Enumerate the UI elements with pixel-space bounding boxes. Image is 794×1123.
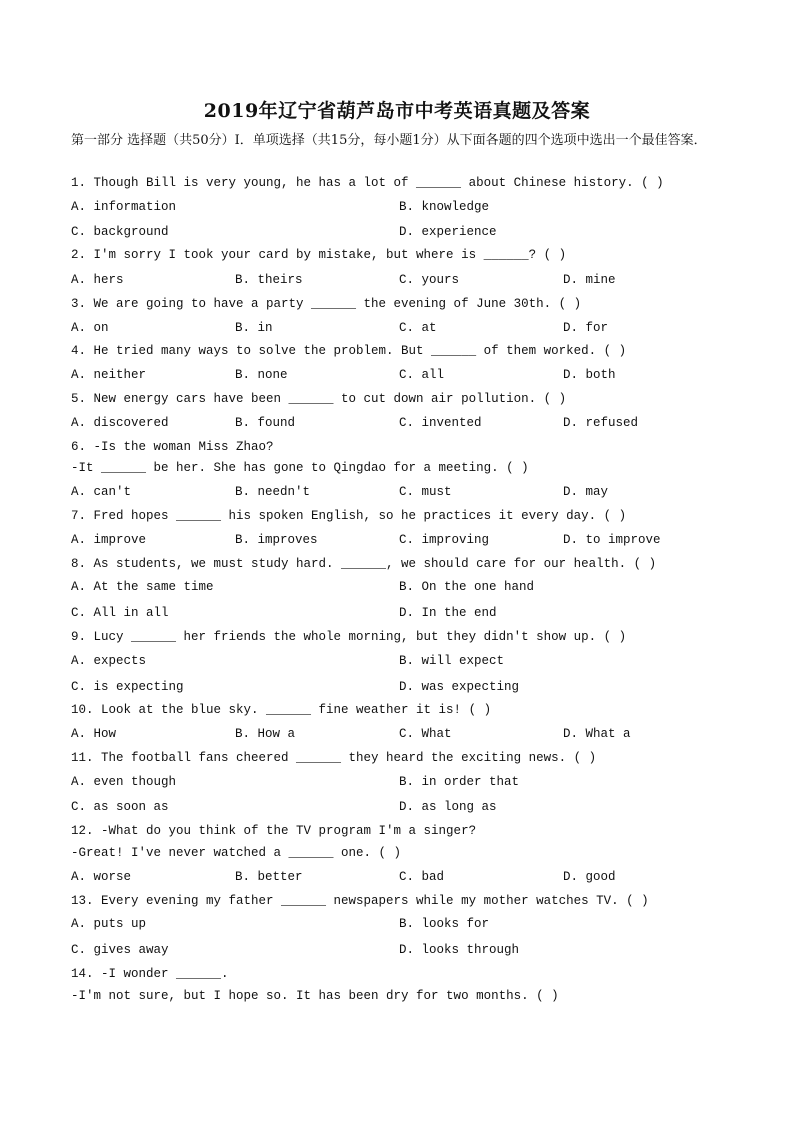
- option-b: B. in: [235, 321, 273, 335]
- question-stem-reply: -I'm not sure, but I hope so. It has been dry for two months. ( ): [71, 989, 559, 1003]
- question-stem-reply: -It ______ be her. She has gone to Qingdao for a meeting. ( ): [71, 461, 529, 475]
- option-a: A. hers: [71, 273, 124, 287]
- option-c: C. is expecting: [71, 680, 184, 694]
- option-row: [71, 484, 731, 500]
- option-c: C. all: [399, 368, 445, 382]
- option-d: D. What a: [563, 727, 631, 741]
- option-c: C. bad: [399, 870, 445, 884]
- question-stem: 12. -What do you think of the TV program I'm a singer?: [71, 824, 477, 838]
- option-row: [71, 272, 731, 288]
- option-d: D. may: [563, 485, 609, 499]
- option-row: [71, 653, 731, 669]
- option-d: D. good: [563, 870, 616, 884]
- section-intro: 第一部分 选择题（共50分）Ⅰ．单项选择（共15分，每小题1分）从下面各题的四个选项中选出一个最佳答案．: [71, 133, 707, 148]
- option-b: B. improves: [235, 533, 318, 547]
- option-a: A. expects: [71, 654, 147, 668]
- question-stem: 13. Every evening my father ______ newspapers while my mother watches TV. ( ): [71, 894, 649, 908]
- question-stem: 2. I'm sorry I took your card by mistake, but where is ______? ( ): [71, 248, 567, 262]
- option-b: B. will expect: [399, 654, 505, 668]
- option-b: B. better: [235, 870, 303, 884]
- option-b: B. looks for: [399, 917, 490, 931]
- option-a: A. How: [71, 727, 117, 741]
- question-stem-reply: -Great! I've never watched a ______ one. ( ): [71, 846, 402, 860]
- option-row: [71, 605, 731, 621]
- option-row: [71, 726, 731, 742]
- option-c: C. All in all: [71, 606, 169, 620]
- option-d: D. for: [563, 321, 609, 335]
- option-d: D. was expecting: [399, 680, 520, 694]
- option-a: A. neither: [71, 368, 147, 382]
- option-b: B. in order that: [399, 775, 520, 789]
- option-d: D. In the end: [399, 606, 497, 620]
- option-d: D. both: [563, 368, 616, 382]
- option-row: [71, 774, 731, 790]
- question-stem: 10. Look at the blue sky. ______ fine weather it is! ( ): [71, 703, 492, 717]
- option-d: D. mine: [563, 273, 616, 287]
- option-c: C. must: [399, 485, 452, 499]
- document-title: 2019年辽宁省葫芦岛市中考英语真题及答案: [203, 100, 591, 122]
- option-b: B. knowledge: [399, 200, 490, 214]
- option-a: A. puts up: [71, 917, 147, 931]
- option-c: C. What: [399, 727, 452, 741]
- option-b: B. needn't: [235, 485, 311, 499]
- option-d: D. looks through: [399, 943, 520, 957]
- option-c: C. improving: [399, 533, 490, 547]
- question-stem: 5. New energy cars have been ______ to cut down air pollution. ( ): [71, 392, 567, 406]
- option-c: C. gives away: [71, 943, 169, 957]
- option-b: B. none: [235, 368, 288, 382]
- question-stem: 14. -I wonder ______.: [71, 967, 229, 981]
- option-c: C. as soon as: [71, 800, 169, 814]
- option-c: C. yours: [399, 273, 460, 287]
- option-row: [71, 579, 731, 595]
- option-a: A. worse: [71, 870, 132, 884]
- option-c: C. background: [71, 225, 169, 239]
- question-stem: 8. As students, we must study hard. ______, we should care for our health. ( ): [71, 557, 657, 571]
- option-b: B. How a: [235, 727, 296, 741]
- option-c: C. at: [399, 321, 437, 335]
- option-a: A. discovered: [71, 416, 169, 430]
- option-a: A. improve: [71, 533, 147, 547]
- question-stem: 9. Lucy ______ her friends the whole morning, but they didn't show up. ( ): [71, 630, 627, 644]
- option-a: A. information: [71, 200, 177, 214]
- question-stem: 4. He tried many ways to solve the problem. But ______ of them worked. ( ): [71, 344, 627, 358]
- option-d: D. experience: [399, 225, 497, 239]
- option-row: [71, 869, 731, 885]
- option-row: [71, 199, 731, 215]
- option-a: A. can't: [71, 485, 132, 499]
- option-row: [71, 224, 731, 240]
- question-stem: 6. -Is the woman Miss Zhao?: [71, 440, 274, 454]
- question-stem: 11. The football fans cheered ______ they heard the exciting news. ( ): [71, 751, 597, 765]
- question-stem: 7. Fred hopes ______ his spoken English, so he practices it every day. ( ): [71, 509, 627, 523]
- question-stem: 1. Though Bill is very young, he has a lot of ______ about Chinese history. ( ): [71, 176, 664, 190]
- option-c: C. invented: [399, 416, 482, 430]
- option-row: [71, 942, 731, 958]
- option-row: [71, 679, 731, 695]
- option-row: [71, 799, 731, 815]
- option-d: D. to improve: [563, 533, 661, 547]
- option-row: [71, 415, 731, 431]
- option-d: D. refused: [563, 416, 639, 430]
- option-a: A. At the same time: [71, 580, 214, 594]
- option-d: D. as long as: [399, 800, 497, 814]
- option-b: B. theirs: [235, 273, 303, 287]
- option-row: [71, 320, 731, 336]
- option-a: A. on: [71, 321, 109, 335]
- option-b: B. found: [235, 416, 296, 430]
- option-row: [71, 367, 731, 383]
- option-row: [71, 916, 731, 932]
- option-a: A. even though: [71, 775, 177, 789]
- question-stem: 3. We are going to have a party ______ the evening of June 30th. ( ): [71, 297, 582, 311]
- option-b: B. On the one hand: [399, 580, 535, 594]
- option-row: [71, 532, 731, 548]
